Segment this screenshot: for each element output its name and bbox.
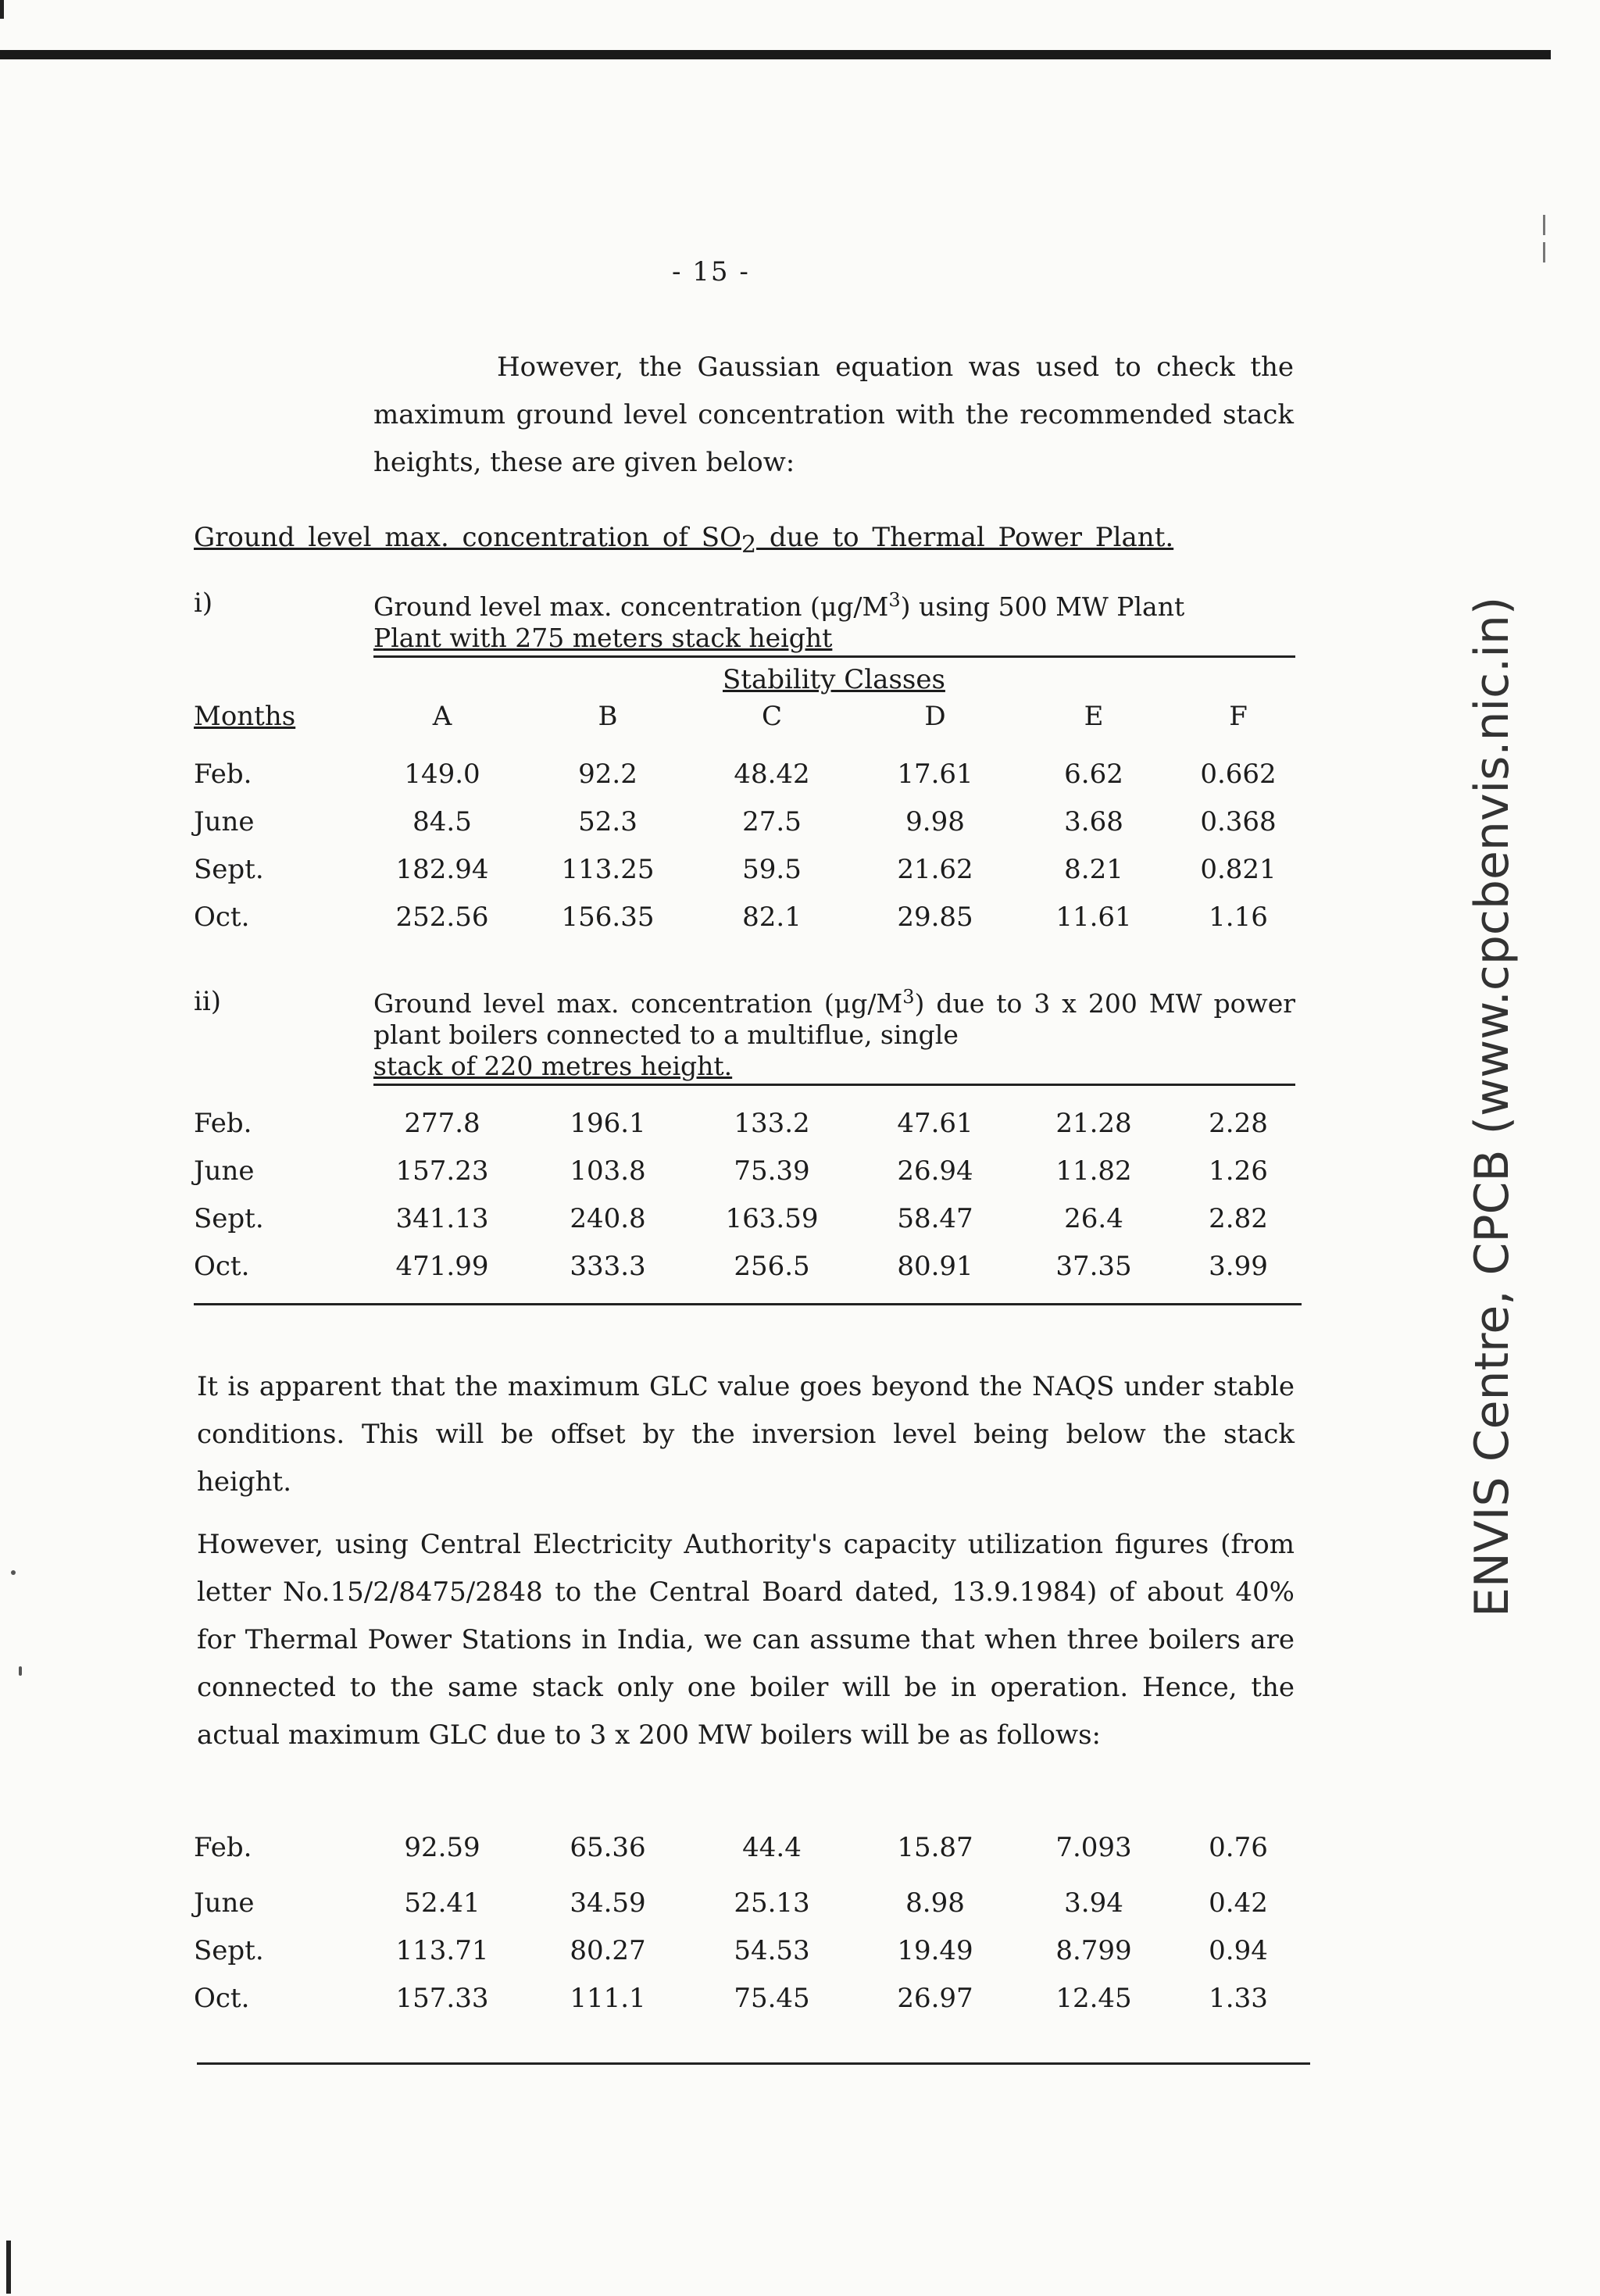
scan-speck: [1543, 215, 1545, 235]
value-cell: 7.093: [1055, 1832, 1132, 1863]
divider: [197, 2062, 1310, 2065]
heading-subscript: 2: [741, 530, 757, 559]
value-cell: 12.45: [1055, 1982, 1132, 2014]
value-cell: 34.59: [570, 1887, 646, 1919]
value-cell: 19.49: [897, 1934, 973, 1966]
table-row: [194, 750, 1305, 798]
month-cell: June: [194, 1155, 255, 1187]
value-cell: 58.47: [897, 1202, 973, 1234]
table-row: [194, 1242, 1305, 1290]
desc-line-2: stack of 220 metres height.: [373, 1051, 733, 1081]
value-cell: 21.28: [1055, 1107, 1132, 1139]
desc-text: ) due to 3 x 200 MW power plant boilers connected to a multiflue, single: [373, 988, 1295, 1050]
scan-top-border: [0, 50, 1551, 59]
month-cell: Feb.: [194, 1832, 252, 1863]
month-cell: Oct.: [194, 1250, 250, 1282]
scan-speck: [1543, 242, 1545, 262]
value-cell: 8.21: [1064, 853, 1123, 885]
month-cell: Sept.: [194, 853, 264, 885]
table-row: [194, 1879, 1305, 1926]
section-i-description: [373, 584, 1295, 658]
value-cell: 157.23: [395, 1155, 489, 1187]
value-cell: 256.5: [734, 1250, 810, 1282]
month-cell: June: [194, 1887, 255, 1919]
paragraph-capacity-note: However, using Central Electricity Authority's capacity utilization figures (from letter No.15/2/8475/2848 to the Central Board dated, 13.9.1984) of about 40% for Thermal Power Stations in India, we can assume that when three boilers are connected to the same stack only one boiler will be in operation. Hence, the actual maximum GLC due to 3 x 200 MW boilers will be as follows:: [197, 1529, 1295, 1751]
value-cell: 26.4: [1064, 1202, 1123, 1234]
value-cell: 341.13: [395, 1202, 489, 1234]
scan-edge-mark: [0, 0, 4, 19]
value-cell: 47.61: [897, 1107, 973, 1139]
col-header-f: F: [1229, 700, 1248, 732]
table-row: [194, 1194, 1305, 1242]
value-cell: 82.1: [742, 901, 802, 933]
col-header-a: A: [432, 700, 452, 732]
table-row: [194, 893, 1305, 941]
source-watermark: ENVIS Centre, CPCB (www.cpcbenvis.nic.in): [1465, 596, 1520, 1617]
value-cell: 240.8: [570, 1202, 646, 1234]
col-header-months: Months: [194, 700, 296, 732]
col-header-c: C: [761, 700, 782, 732]
value-cell: 8.98: [905, 1887, 965, 1919]
value-cell: 196.1: [570, 1107, 646, 1139]
desc-text: Ground level max. concentration (μg/M: [373, 591, 889, 622]
value-cell: 157.33: [395, 1982, 489, 2014]
col-header-d: D: [924, 700, 946, 732]
scan-speck: [11, 1570, 16, 1575]
value-cell: 156.35: [561, 901, 655, 933]
value-cell: 3.99: [1209, 1250, 1268, 1282]
column-header-row: [194, 692, 1305, 740]
month-cell: Sept.: [194, 1934, 264, 1966]
value-cell: 6.62: [1064, 758, 1123, 790]
value-cell: 15.87: [897, 1832, 973, 1863]
table-row: [194, 845, 1305, 893]
desc-superscript: 3: [888, 589, 901, 611]
section-i-label: i): [194, 587, 213, 619]
value-cell: 92.2: [578, 758, 638, 790]
desc-line-2: Plant with 275 meters stack height: [373, 623, 833, 653]
table-row: [194, 1974, 1305, 2022]
page-number: - 15 -: [672, 256, 750, 287]
month-cell: Oct.: [194, 1982, 250, 2014]
table-row: [194, 1926, 1305, 1974]
value-cell: 52.3: [578, 805, 638, 837]
value-cell: 277.8: [404, 1107, 480, 1139]
value-cell: 0.76: [1209, 1832, 1268, 1863]
value-cell: 3.94: [1064, 1887, 1123, 1919]
value-cell: 80.91: [897, 1250, 973, 1282]
desc-text: Ground level max. concentration (μg/M: [373, 988, 903, 1019]
value-cell: 333.3: [570, 1250, 646, 1282]
month-cell: Sept.: [194, 1202, 264, 1234]
value-cell: 111.1: [570, 1982, 646, 2014]
month-cell: Oct.: [194, 901, 250, 933]
value-cell: 1.16: [1209, 901, 1268, 933]
value-cell: 17.61: [897, 758, 973, 790]
value-cell: 133.2: [734, 1107, 810, 1139]
value-cell: 2.82: [1209, 1202, 1268, 1234]
table-i: [194, 750, 1305, 941]
table-row: [194, 1147, 1305, 1194]
col-header-b: B: [598, 700, 618, 732]
section-ii-label: ii): [194, 986, 222, 1017]
table-iii: [194, 1816, 1305, 2022]
value-cell: 0.94: [1209, 1934, 1268, 1966]
value-cell: 182.94: [395, 853, 489, 885]
table-row: [194, 1099, 1305, 1147]
value-cell: 0.662: [1200, 758, 1277, 790]
section-ii-description: [373, 981, 1295, 1086]
month-cell: June: [194, 805, 255, 837]
value-cell: 3.68: [1064, 805, 1123, 837]
desc-superscript: 3: [902, 986, 915, 1008]
value-cell: 163.59: [725, 1202, 819, 1234]
stability-classes-label: Stability Classes: [723, 664, 945, 695]
value-cell: 75.39: [734, 1155, 810, 1187]
value-cell: 149.0: [404, 758, 480, 790]
value-cell: 8.799: [1055, 1934, 1132, 1966]
value-cell: 0.42: [1209, 1887, 1268, 1919]
value-cell: 92.59: [404, 1832, 480, 1863]
value-cell: 59.5: [742, 853, 802, 885]
value-cell: 84.5: [412, 805, 472, 837]
value-cell: 113.25: [561, 853, 655, 885]
value-cell: 26.94: [897, 1155, 973, 1187]
value-cell: 44.4: [742, 1832, 802, 1863]
value-cell: 21.62: [897, 853, 973, 885]
scan-speck: [19, 1666, 22, 1676]
divider: [194, 1303, 1302, 1305]
value-cell: 11.61: [1055, 901, 1132, 933]
table-row: [194, 1816, 1305, 1879]
section-heading: [194, 522, 1297, 559]
value-cell: 54.53: [734, 1934, 810, 1966]
value-cell: 29.85: [897, 901, 973, 933]
value-cell: 52.41: [404, 1887, 480, 1919]
heading-text: Ground level max. concentration of SO: [194, 522, 741, 553]
value-cell: 0.821: [1200, 853, 1277, 885]
paragraph-glc-note: It is apparent that the maximum GLC value goes beyond the NAQS under stable conditions. This will be offset by the inversion level being below the stack height.: [197, 1371, 1295, 1498]
table-ii: [194, 1099, 1305, 1290]
desc-text: ) using 500 MW Plant: [900, 591, 1185, 622]
heading-text-end: due to Thermal Power Plant.: [756, 522, 1174, 553]
scan-edge-mark: [6, 2241, 11, 2294]
value-cell: 75.45: [734, 1982, 810, 2014]
value-cell: 113.71: [395, 1934, 489, 1966]
value-cell: 103.8: [570, 1155, 646, 1187]
value-cell: 37.35: [1055, 1250, 1132, 1282]
value-cell: 9.98: [905, 805, 965, 837]
value-cell: 0.368: [1200, 805, 1277, 837]
value-cell: 48.42: [734, 758, 810, 790]
month-cell: Feb.: [194, 1107, 252, 1139]
value-cell: 80.27: [570, 1934, 646, 1966]
value-cell: 252.56: [395, 901, 489, 933]
table-row: [194, 798, 1305, 845]
value-cell: 11.82: [1055, 1155, 1132, 1187]
value-cell: 26.97: [897, 1982, 973, 2014]
value-cell: 27.5: [742, 805, 802, 837]
value-cell: 1.26: [1209, 1155, 1268, 1187]
value-cell: 65.36: [570, 1832, 646, 1863]
value-cell: 2.28: [1209, 1107, 1268, 1139]
value-cell: 25.13: [734, 1887, 810, 1919]
value-cell: 471.99: [395, 1250, 489, 1282]
col-header-e: E: [1084, 700, 1104, 732]
month-cell: Feb.: [194, 758, 252, 790]
intro-paragraph: However, the Gaussian equation was used to check the maximum ground level concentration with the recommended stack heights, these are given below:: [373, 352, 1294, 478]
value-cell: 1.33: [1209, 1982, 1268, 2014]
